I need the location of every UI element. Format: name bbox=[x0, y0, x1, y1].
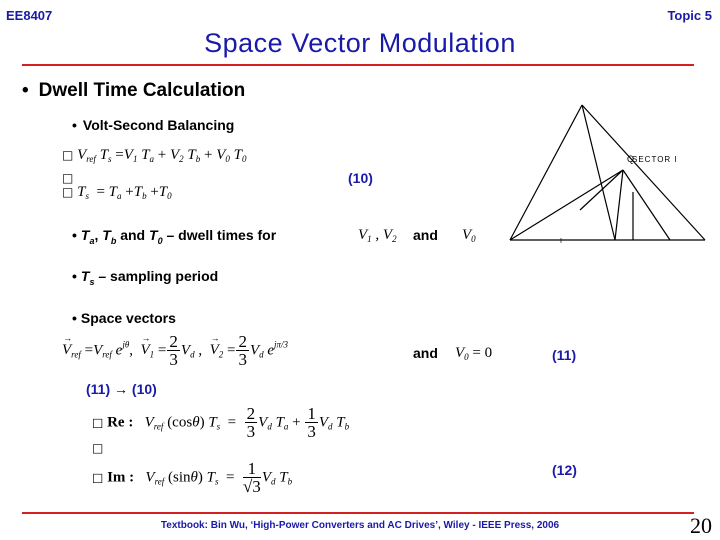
page-number: 20 bbox=[690, 513, 712, 538]
sector-edge-right bbox=[582, 105, 705, 240]
equation-10-line1: □ $V_{ref}$ $T_s =V_1$ $T_a + V_2$ $T_b + V_0$ $T_0$ bbox=[62, 147, 247, 164]
q-point-label: Q bbox=[627, 154, 635, 164]
slide-title: Space Vector Modulation bbox=[204, 28, 516, 58]
projection-line bbox=[615, 170, 623, 240]
bullet-sampling-period: • $T_s$ – sampling period bbox=[72, 268, 219, 287]
equation-12-real: □ Re : $V_{ref}$ (cosθ) $T_s$ = $\frac{2}{3}$ $V_d$ $T_a$ + $\frac{1}{3}$ $V_d$ $T_b$ bbox=[92, 404, 350, 441]
section-heading bbox=[22, 80, 245, 102]
dwell-vectors-v1v2: $V_1$ , $V_2$ bbox=[358, 227, 397, 244]
sector-diagram bbox=[505, 100, 710, 250]
sector-label: SECTOR I bbox=[632, 155, 678, 164]
footer-divider bbox=[22, 512, 694, 514]
component-line bbox=[580, 170, 623, 210]
equation-11-label: (11) bbox=[552, 347, 577, 363]
equation-10-line2: □ $T_s = T_a +T_b +T_0$ bbox=[62, 184, 172, 201]
arrow-right-icon: → bbox=[114, 381, 129, 397]
bullet-dot: • bbox=[22, 80, 29, 101]
bullet-dot: • bbox=[72, 268, 77, 284]
bullet-dwell-times: • $T_a$, $T_b$ and $T_0$ – dwell times for bbox=[72, 227, 277, 246]
sampling-period-text: – sampling period bbox=[98, 268, 219, 284]
equation-11: → $V_{ref} =V_{ref}$ $e^{j\theta}$, → $V_1$ = $\frac{2}{3}$ $V_d$ , → $V_2$ = $\frac{2}{3}$ $V_d$ $e^{j\pi/3}$ bbox=[62, 333, 288, 369]
component-line-b bbox=[623, 170, 670, 240]
real-part-label: Re : bbox=[107, 414, 134, 431]
sector-edge-left bbox=[510, 105, 582, 240]
footer-citation: Textbook: Bin Wu, ‘High-Power Converters and AC Drives’, Wiley - IEEE Press, 2006 bbox=[160, 520, 560, 531]
equation-12-brace-mid: □ bbox=[92, 441, 104, 455]
substitution-from: (11) bbox=[86, 381, 111, 397]
equation-12-label: (12) bbox=[552, 462, 577, 478]
equation-11-v0: $V_0 = 0$ bbox=[455, 345, 493, 362]
bullet-volt-second bbox=[72, 117, 234, 133]
base-tick-label: I bbox=[560, 238, 562, 245]
topic-label: Topic 5 bbox=[667, 8, 712, 23]
substitution-to: (10) bbox=[131, 381, 157, 397]
bullet-dot: • bbox=[72, 310, 77, 326]
substitution-note bbox=[86, 381, 157, 397]
imag-part-label: Im : bbox=[107, 469, 135, 486]
dwell-vector-v0: $V_0$ bbox=[462, 227, 476, 244]
section-heading-text: Dwell Time Calculation bbox=[38, 80, 246, 101]
title-divider bbox=[22, 64, 694, 66]
space-vectors-text: Space vectors bbox=[80, 310, 176, 326]
dwell-times-text: – dwell times for bbox=[166, 227, 277, 243]
equation-10-brace-mid: □ bbox=[62, 171, 74, 185]
equation-11-and: and bbox=[413, 345, 438, 361]
course-code: EE8407 bbox=[6, 8, 53, 23]
bullet-dot: • bbox=[72, 227, 77, 243]
bullet-space-vectors bbox=[72, 310, 176, 326]
bullet-dot: • bbox=[72, 117, 77, 133]
dwell-and-word: and bbox=[413, 227, 438, 243]
equation-10-label: (10) bbox=[348, 170, 373, 186]
equation-12-imag: □ Im : $V_{ref}$ (sinθ) $T_s$ = $\frac{1}{√3}$ $V_d$ $T_b$ bbox=[92, 459, 293, 496]
bullet-volt-second-text: Volt-Second Balancing bbox=[82, 117, 235, 133]
sector-divider bbox=[582, 105, 615, 240]
